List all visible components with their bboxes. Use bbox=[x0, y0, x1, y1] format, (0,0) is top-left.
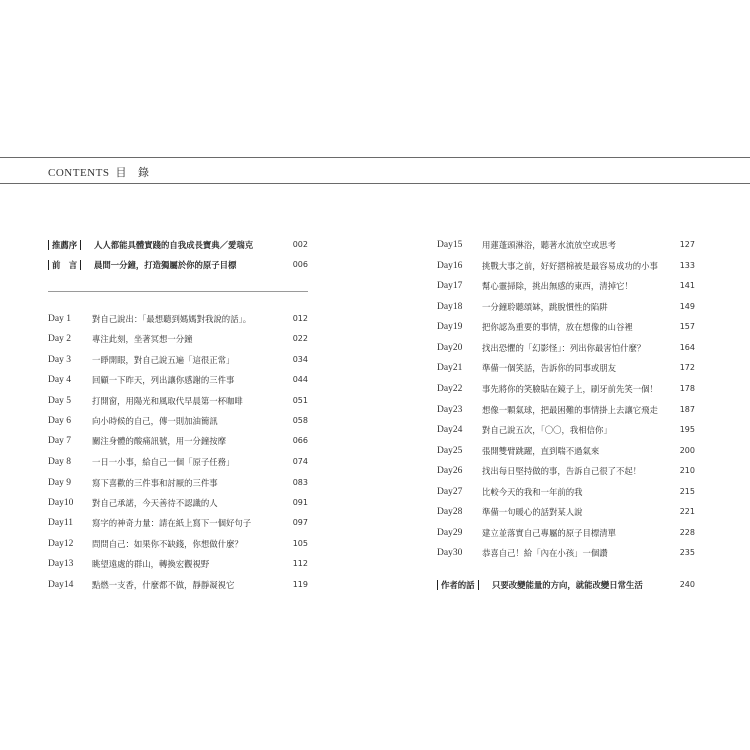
header-rule-bottom bbox=[0, 183, 750, 184]
entry-page: 221 bbox=[679, 507, 695, 516]
entry-page: 133 bbox=[679, 261, 695, 270]
entry-title: 找出每日堅持做的事，告訴自己很了不起！ bbox=[482, 466, 642, 476]
entry-day: Day17 bbox=[437, 281, 463, 291]
toc-entry[interactable] bbox=[437, 443, 695, 459]
toc-entry[interactable] bbox=[437, 319, 695, 335]
toc-entry[interactable] bbox=[437, 463, 695, 479]
entry-day: Day 3 bbox=[48, 355, 71, 365]
entry-title: 挑戰大事之前，好好摺棉被是最容易成功的小事 bbox=[482, 261, 658, 271]
entry-title: 晨間一分鐘，打造獨屬於你的原子目標 bbox=[94, 260, 237, 270]
entry-day: Day26 bbox=[437, 466, 463, 476]
entry-page: 097 bbox=[292, 518, 308, 527]
entry-page: 044 bbox=[292, 375, 308, 384]
entry-title: 關注身體的酸痛訊號，用一分鐘按摩 bbox=[92, 436, 226, 446]
entry-page: 034 bbox=[292, 355, 308, 364]
entry-page: 172 bbox=[679, 363, 695, 372]
entry-title: 一日一小事，給自己一個「原子任務」 bbox=[92, 457, 235, 467]
entry-page: 141 bbox=[679, 281, 695, 290]
entry-day: Day30 bbox=[437, 548, 463, 558]
entry-day: Day24 bbox=[437, 425, 463, 435]
toc-entry-foreword[interactable] bbox=[48, 237, 308, 253]
entry-day: Day29 bbox=[437, 528, 463, 538]
entry-page: 074 bbox=[292, 457, 308, 466]
entry-page: 083 bbox=[292, 478, 308, 487]
toc-entry[interactable] bbox=[437, 504, 695, 520]
entry-page: 195 bbox=[679, 425, 695, 434]
entry-day: Day 2 bbox=[48, 334, 71, 344]
toc-entry[interactable] bbox=[48, 393, 308, 409]
toc-entry[interactable] bbox=[437, 545, 695, 561]
entry-title: 用蓮蓬頭淋浴，聽著水流放空或思考 bbox=[482, 240, 616, 250]
entry-page: 164 bbox=[679, 343, 695, 352]
toc-entry[interactable] bbox=[437, 525, 695, 541]
entry-day: Day 5 bbox=[48, 396, 71, 406]
entry-page: 200 bbox=[679, 446, 695, 455]
toc-entry[interactable] bbox=[437, 484, 695, 500]
entry-title: 建立並落實自己專屬的原子目標清單 bbox=[482, 528, 616, 538]
entry-tag: 推薦序 bbox=[48, 240, 81, 250]
entry-title: 對自己說五次，「〇〇，我相信你」 bbox=[482, 425, 612, 435]
toc-entry[interactable] bbox=[48, 331, 308, 347]
contents-heading-en: CONTENTS bbox=[48, 167, 110, 179]
entry-page: 002 bbox=[292, 240, 308, 249]
entry-title: 眺望遠處的群山，轉換宏觀視野 bbox=[92, 559, 210, 569]
entry-day: Day 7 bbox=[48, 436, 71, 446]
entry-day: Day12 bbox=[48, 539, 74, 549]
entry-title: 寫下喜歡的三件事和討厭的三件事 bbox=[92, 478, 218, 488]
entry-day: Day27 bbox=[437, 487, 463, 497]
entry-title: 向小時候的自己，傳一則加油簡訊 bbox=[92, 416, 218, 426]
entry-day: Day21 bbox=[437, 363, 463, 373]
entry-title: 找出恐懼的「幻影怪」：列出你最害怕什麼？ bbox=[482, 343, 646, 353]
toc-entry[interactable] bbox=[48, 372, 308, 388]
toc-entry[interactable] bbox=[48, 311, 308, 327]
toc-entry[interactable] bbox=[48, 536, 308, 552]
entry-day: Day11 bbox=[48, 518, 73, 528]
entry-title: 一分鐘聆聽頌缽，跳脫慣性的陷阱 bbox=[482, 302, 608, 312]
entry-page: 149 bbox=[679, 302, 695, 311]
entry-title: 人人都能具體實踐的自我成長寶典／愛瑞克 bbox=[94, 240, 254, 250]
entry-day: Day14 bbox=[48, 580, 74, 590]
entry-page: 012 bbox=[292, 314, 308, 323]
entry-day: Day 1 bbox=[48, 314, 71, 324]
header-rule-top bbox=[0, 157, 750, 158]
entry-title: 幫心靈掃除，挑出無感的東西，清掉它！ bbox=[482, 281, 633, 291]
entry-title: 對自己說出：「最想聽到媽媽對我說的話」。 bbox=[92, 314, 252, 324]
entry-title: 打開窗，用陽光和風取代早晨第一杯咖啡 bbox=[92, 396, 243, 406]
entry-title: 回顧一下昨天，列出讓你感謝的三件事 bbox=[92, 375, 235, 385]
entry-page: 178 bbox=[679, 384, 695, 393]
entry-title: 把你認為重要的事情，放在想像的山谷裡 bbox=[482, 322, 633, 332]
entry-title: 準備一個笑話，告訴你的同事或朋友 bbox=[482, 363, 616, 373]
toc-entry[interactable] bbox=[437, 237, 695, 253]
entry-page: 240 bbox=[679, 580, 695, 589]
entry-page: 112 bbox=[292, 559, 308, 568]
contents-heading bbox=[48, 164, 153, 180]
toc-entry[interactable] bbox=[437, 340, 695, 356]
toc-entry[interactable] bbox=[48, 577, 308, 593]
toc-entry[interactable] bbox=[437, 381, 695, 397]
entry-page: 228 bbox=[679, 528, 695, 537]
toc-entry[interactable] bbox=[437, 422, 695, 438]
toc-entry[interactable] bbox=[437, 360, 695, 376]
entry-day: Day20 bbox=[437, 343, 463, 353]
section-divider bbox=[48, 291, 308, 292]
entry-tag: 作者的話 bbox=[437, 580, 479, 590]
entry-title: 張開雙臂跳躍，直到喘不過氣來 bbox=[482, 446, 600, 456]
entry-page: 119 bbox=[292, 580, 308, 589]
entry-page: 105 bbox=[292, 539, 308, 548]
entry-page: 091 bbox=[292, 498, 308, 507]
entry-title: 準備一句暖心的話對某人說 bbox=[482, 507, 583, 517]
entry-title: 恭喜自己！給「內在小孩」一個讚 bbox=[482, 548, 608, 558]
entry-page: 210 bbox=[679, 466, 695, 475]
entry-day: Day19 bbox=[437, 322, 463, 332]
entry-day: Day25 bbox=[437, 446, 463, 456]
toc-entry[interactable] bbox=[48, 352, 308, 368]
entry-page: 006 bbox=[292, 260, 308, 269]
entry-title: 一睜開眼，對自己說五遍「這很正常」 bbox=[92, 355, 235, 365]
toc-entry[interactable] bbox=[48, 433, 308, 449]
toc-entry[interactable] bbox=[437, 402, 695, 418]
entry-page: 235 bbox=[679, 548, 695, 557]
entry-day: Day 9 bbox=[48, 478, 71, 488]
entry-tag: 前 言 bbox=[48, 260, 81, 270]
toc-entry[interactable] bbox=[48, 413, 308, 429]
toc-entry[interactable] bbox=[437, 258, 695, 274]
entry-day: Day23 bbox=[437, 405, 463, 415]
entry-page: 051 bbox=[292, 396, 308, 405]
toc-entry[interactable] bbox=[437, 299, 695, 315]
entry-day: Day16 bbox=[437, 261, 463, 271]
entry-day: Day 4 bbox=[48, 375, 71, 385]
entry-page: 127 bbox=[679, 240, 695, 249]
entry-title: 問問自己：如果你不缺錢，你想做什麼？ bbox=[92, 539, 243, 549]
entry-title: 專注此刻，坐著冥想一分鐘 bbox=[92, 334, 193, 344]
entry-title: 比較今天的我和一年前的我 bbox=[482, 487, 583, 497]
entry-title: 只要改變能量的方向，就能改變日常生活 bbox=[492, 580, 643, 590]
entry-day: Day18 bbox=[437, 302, 463, 312]
toc-entry-preface[interactable] bbox=[48, 257, 308, 273]
entry-page: 187 bbox=[679, 405, 695, 414]
entry-day: Day 8 bbox=[48, 457, 71, 467]
entry-title: 對自己承諾，今天善待不認識的人 bbox=[92, 498, 218, 508]
toc-entry[interactable] bbox=[48, 495, 308, 511]
toc-entry-afterword[interactable] bbox=[437, 577, 695, 593]
entry-title: 想像一顆氣球，把最困難的事情掛上去讓它飛走 bbox=[482, 405, 658, 415]
contents-heading-zh: 目 錄 bbox=[115, 166, 153, 179]
entry-day: Day10 bbox=[48, 498, 74, 508]
toc-entry[interactable] bbox=[48, 556, 308, 572]
entry-title: 點燃一支香，什麼都不做，靜靜凝視它 bbox=[92, 580, 235, 590]
entry-page: 022 bbox=[292, 334, 308, 343]
entry-page: 157 bbox=[679, 322, 695, 331]
entry-day: Day22 bbox=[437, 384, 463, 394]
toc-entry[interactable] bbox=[48, 454, 308, 470]
entry-page: 066 bbox=[292, 436, 308, 445]
toc-entry[interactable] bbox=[48, 515, 308, 531]
entry-day: Day 6 bbox=[48, 416, 71, 426]
entry-page: 058 bbox=[292, 416, 308, 425]
entry-title: 事先將你的笑臉貼在鏡子上，刷牙前先笑一個！ bbox=[482, 384, 658, 394]
entry-page: 215 bbox=[679, 487, 695, 496]
toc-entry[interactable] bbox=[48, 475, 308, 491]
toc-entry[interactable] bbox=[437, 278, 695, 294]
entry-title: 寫字的神奇力量：請在紙上寫下一個好句子 bbox=[92, 518, 252, 528]
entry-day: Day13 bbox=[48, 559, 74, 569]
entry-day: Day15 bbox=[437, 240, 463, 250]
entry-day: Day28 bbox=[437, 507, 463, 517]
